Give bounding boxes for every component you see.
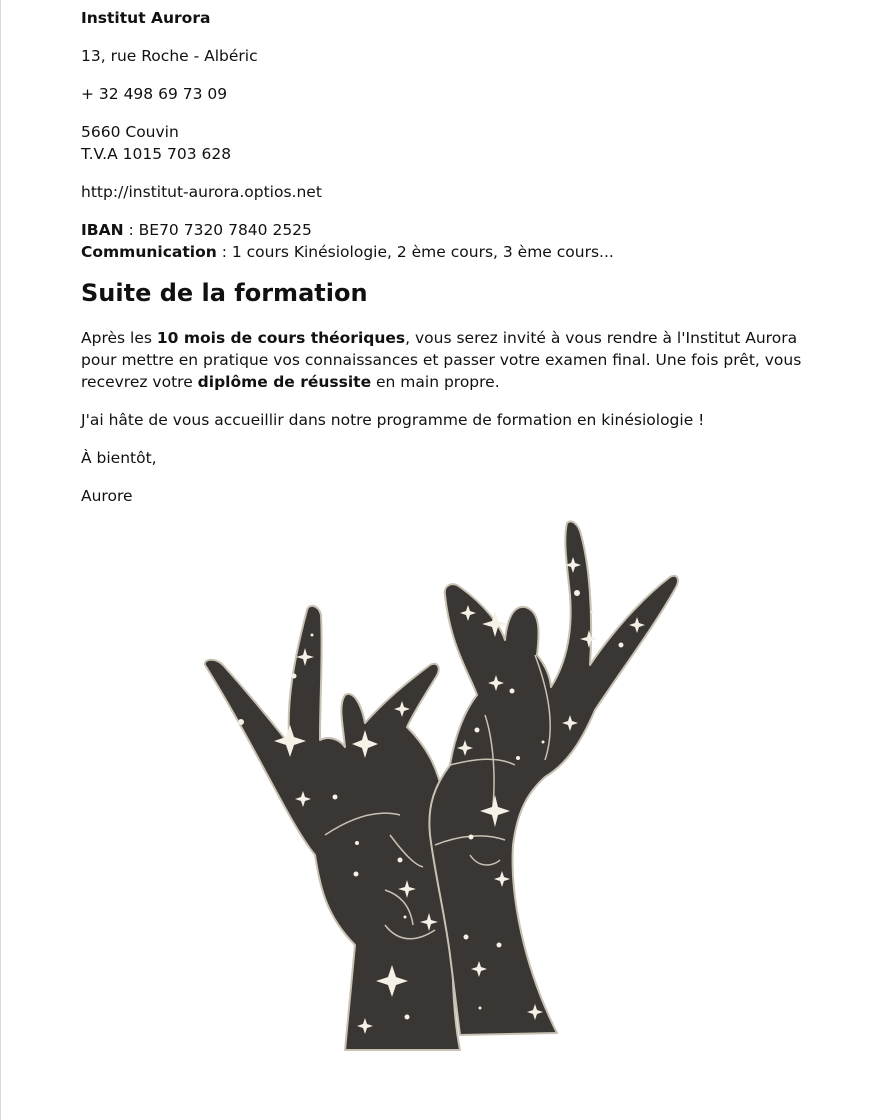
vat-line: T.V.A 1015 703 628	[81, 145, 232, 163]
iban-label: IBAN	[81, 221, 124, 239]
left-hand-shape	[205, 606, 460, 1050]
section-title: Suite de la formation	[81, 279, 368, 307]
org-name: Institut Aurora	[81, 9, 211, 27]
text-run: , vous serez invité à vous rendre à l'Institut Aurora pour mettre en pratique vos connaissances et passer votre examen final. Une fois prêt, vous recevrez votre	[81, 329, 802, 391]
communication-value: : 1 cours Kinésiologie, 2 ème cours, 3 ème cours...	[216, 243, 614, 261]
signature-name: Aurore	[81, 487, 133, 505]
city-line: 5660 Couvin	[81, 123, 179, 141]
page-edge	[0, 0, 1, 1120]
website-link[interactable]: http://institut-aurora.optios.net	[81, 183, 322, 201]
text-run: Après les	[81, 329, 157, 347]
closing-phrase: À bientôt,	[81, 449, 157, 467]
paragraph-next-steps	[81, 327, 809, 393]
right-hand-shape	[429, 521, 678, 1035]
iban-value: : BE70 7320 7840 2525	[123, 221, 312, 239]
communication-label: Communication	[81, 243, 217, 261]
celestial-hands-illustration	[195, 515, 695, 1060]
emphasis-diploma: diplôme de réussite	[197, 373, 372, 391]
emphasis-duration: 10 mois de cours théoriques	[156, 329, 406, 347]
text-run: en main propre.	[371, 373, 500, 391]
city-vat-block	[81, 121, 231, 165]
phone-number: + 32 498 69 73 09	[81, 85, 228, 103]
bank-block	[81, 219, 614, 263]
paragraph-welcome: J'ai hâte de vous accueillir dans notre programme de formation en kinésiologie !	[81, 411, 705, 429]
street-address: 13, rue Roche - Albéric	[81, 47, 258, 65]
